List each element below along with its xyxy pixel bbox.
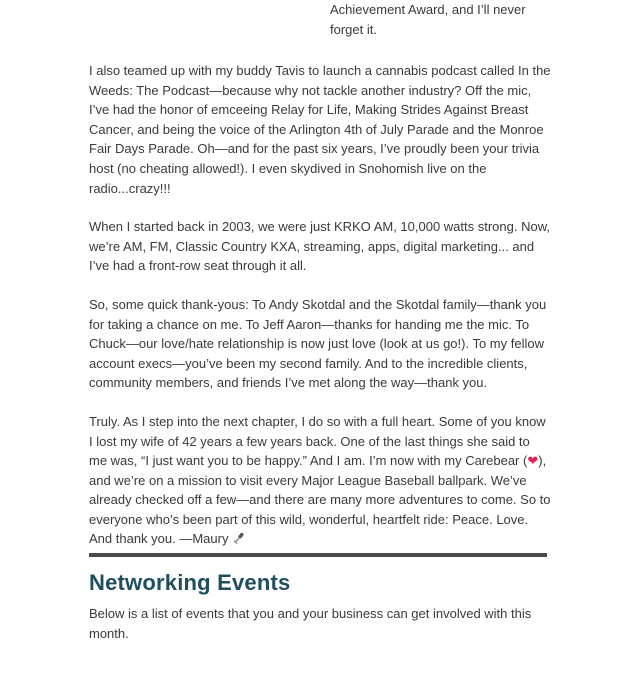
microphone-icon [232,531,246,545]
paragraph-closing [89,412,551,549]
networking-events-intro: Below is a list of events that you and your business can get involved with this month. [89,606,532,641]
closing-text-part-1: Truly. As I step into the next chapter, I do so with a full heart. Some of you know I lost my wife of 42 years a few years back. One of the last things she said to me was, “I just want you to be happy.” And I am. I’m now with my Carebear ( [89,413,546,469]
paragraph-thank-yous: So, some quick thank-yous: To Andy Skotdal and the Skotdal family—thank you for taking a chance on me. To Jeff Aaron—thanks for handing me the mic. To Chuck—our love/hate relationship is now just love (look at us go!). To my fellow account execs—you’ve been my second family. And to the incredible clients, community members, and friends I’ve met along the way—thank you. [89,296,547,391]
snippet-line-1: Achievement Award, and I’ll never [330,2,526,17]
section-divider [89,553,547,557]
snippet-line-2: forget it. [330,22,377,37]
closing-text-part-2: ), and we’re on a mission to visit every Major League Baseball ballpark. We’ve already checked off a few—and there are many more adventures to come. So to everyone who’s been part of this wild, wonderful, heartfelt ride: Peace. Love. And thank you. —Maury [89,453,551,547]
networking-events-heading: Networking Events [89,570,291,595]
heart-icon: ❤ [527,453,539,469]
paragraph-podcast: I also teamed up with my buddy Tavis to launch a cannabis podcast called In the Weeds: The Podcast—because why not tackle another industry? Off the mic, I’ve had the honor of emceeing Relay for Life, Making Strides Against Breast Cancer, and being the voice of the Arlington 4th of July Parade and the Monroe Fair Days Parade. Oh—and for the past six years, I’ve proudly been your trivia host (no cheating allowed!). I even skydived in Snohomish live on the radio...crazy!!! [89,63,551,196]
paragraph-history: When I started back in 2003, we were just KRKO AM, 10,000 watts strong. Now, we’re AM, FM, Classic Country KXA, streaming, apps, digital marketing... and I’ve had a front-row seat through it all. [89,219,550,274]
article-body [89,61,551,568]
top-snippet [330,0,560,40]
